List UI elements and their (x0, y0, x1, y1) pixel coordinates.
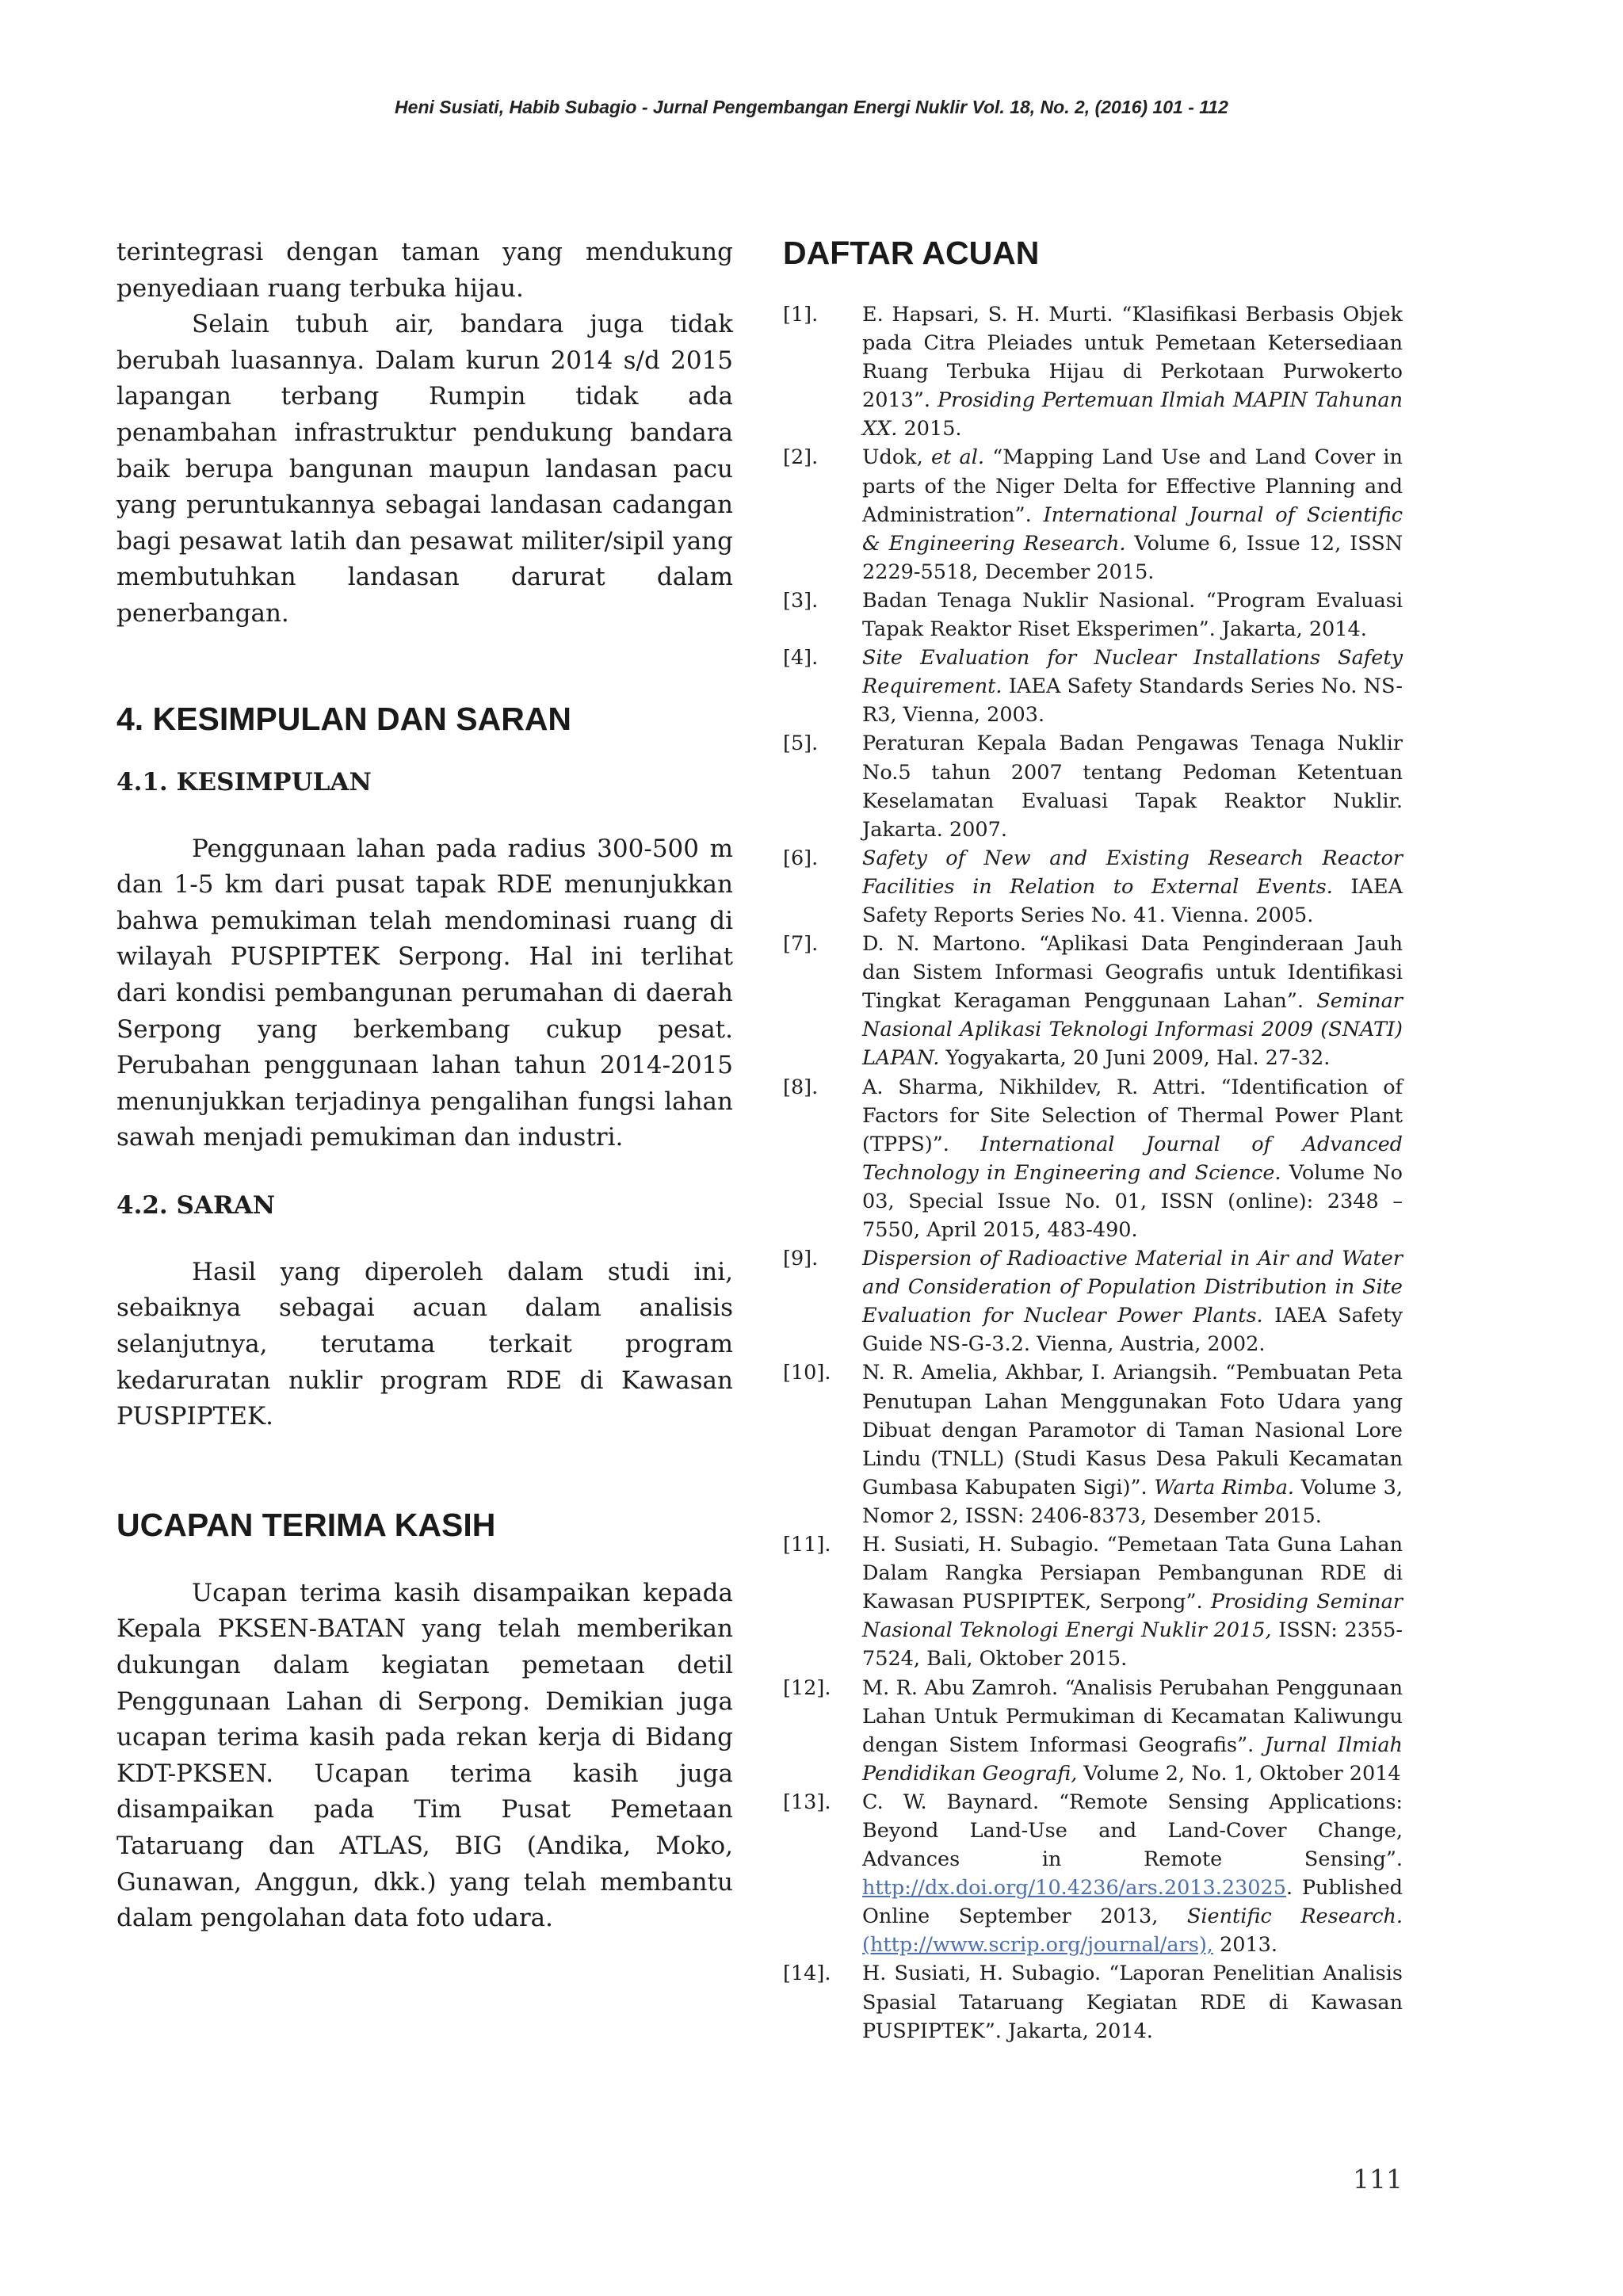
reference-item (783, 1530, 1403, 1673)
reference-list (783, 300, 1403, 2046)
subsection-heading-kesimpulan: 4.1. KESIMPULAN (116, 767, 372, 797)
section-heading-conclusion: 4. KESIMPULAN DAN SARAN (116, 700, 572, 737)
reference-number: [3]. (783, 588, 819, 613)
reference-item (783, 644, 1403, 729)
left-column (116, 235, 733, 1937)
section-heading-references: DAFTAR ACUAN (783, 235, 1040, 271)
reference-text: N. R. Amelia, Akhbar, I. Ariangsih. “Pembuatan Peta Penutupan Lahan Menggunakan Foto Udara yang Dibuat dengan Paramotor di Taman Nasional Lore Lindu (TNLL) (Studi Kasus Desa Pakuli Kecamatan Gumbasa Kabupaten Sigi)”. Warta Rimba. Volume 3, Nomor 2, ISSN: 2406-8373, Desember 2015. (862, 1361, 1403, 1528)
reference-text: Safety of New and Existing Research Reactor Facilities in Relation to External Events. IAEA Safety Reports Series No. 41. Vienna. 2005. (862, 846, 1403, 927)
reference-item (783, 1788, 1403, 1960)
reference-text: E. Hapsari, S. H. Murti. “Klasifikasi Berbasis Objek pada Citra Pleiades untuk Pemetaan Ketersediaan Ruang Terbuka Hijau di Perkotaan Purwokerto 2013”. Prosiding Pertemuan Ilmiah MAPIN Tahunan XX. 2015. (862, 303, 1403, 441)
paragraph-acknowledgement: Ucapan terima kasih disampaikan kepada Kepala PKSEN-BATAN yang telah memberikan dukungan dalam kegiatan pemetaan detil Penggunaan Lahan di Serpong. Demikian juga ucapan terima kasih pada rekan kerja di Bidang KDT-PKSEN. Ucapan terima kasih juga disampaikan pada Tim Pusat Pemetaan Tataruang dan ATLAS, BIG (Andika, Moko, Gunawan, Anggun, dkk.) yang telah membantu dalam pengolahan data foto udara. (116, 1578, 733, 1933)
running-header: Heni Susiati, Habib Subagio - Jurnal Pengembangan Energi Nuklir Vol. 18, No. 2, (2016) 101 - 112 (395, 97, 1228, 117)
reference-text: D. N. Martono. “Aplikasi Data Penginderaan Jauh dan Sistem Informasi Geografis untuk Identifikasi Tingkat Keragaman Penggunaan Lahan”. Seminar Nasional Aplikasi Teknologi Informasi 2009 (SNATI) LAPAN. Yogyakarta, 20 Juni 2009, Hal. 27-32. (862, 932, 1403, 1071)
paragraph-saran: Hasil yang diperoleh dalam studi ini, sebaiknya sebagai acuan dalam analisis selanjutnya, terutama terkait program kedaruratan nuklir program RDE di Kawasan PUSPIPTEK. (116, 1257, 733, 1431)
reference-number: [1]. (783, 303, 819, 327)
reference-text: A. Sharma, Nikhildev, R. Attri. “Identification of Factors for Site Selection of Thermal Power Plant (TPPS)”. International Journal of Advanced Technology in Engineering and Science. Volume No 03, Special Issue No. 01, ISSN (online): 2348 – 7550, April 2015, 483-490. (862, 1075, 1403, 1242)
right-column (783, 235, 1403, 2046)
reference-number: [14]. (783, 1962, 831, 1986)
reference-text: H. Susiati, H. Subagio. “Laporan Penelitian Analisis Spasial Tataruang Kegiatan RDE di Kawasan PUSPIPTEK”. Jakarta, 2014. (862, 1962, 1403, 2043)
reference-number: [7]. (783, 932, 819, 957)
journal-link[interactable]: (http://www.scrip.org/journal/ars), (862, 1933, 1213, 1958)
reference-text: M. R. Abu Zamroh. “Analisis Perubahan Penggunaan Lahan Untuk Permukiman di Kecamatan Kaliwungu dengan Sistem Informasi Geografis”. Jurnal Ilmiah Pendidikan Geografi, Volume 2, No. 1, Oktober 2014 (862, 1675, 1403, 1786)
reference-number: [13]. (783, 1790, 831, 1814)
reference-text: H. Susiati, H. Subagio. “Pemetaan Tata Guna Lahan Dalam Rangka Persiapan Pembangunan RDE di Kawasan PUSPIPTEK, Serpong”. Prosiding Seminar Nasional Teknologi Energi Nuklir 2015, ISSN: 2355-7524, Bali, Oktober 2015. (862, 1533, 1403, 1671)
reference-number: [6]. (783, 846, 819, 870)
reference-text: Site Evaluation for Nuclear Installations Safety Requirement. IAEA Safety Standards Series No. NS-R3, Vienna, 2003. (862, 646, 1403, 728)
reference-item (783, 930, 1403, 1072)
reference-number: [5]. (783, 732, 819, 756)
page-number: 111 (1353, 2164, 1403, 2195)
paragraph-kesimpulan: Penggunaan lahan pada radius 300-500 m dan 1-5 km dari pusat tapak RDE menunjukkan bahwa pemukiman telah mendominasi ruang di wilayah PUSPIPTEK Serpong. Hal ini terlihat dari kondisi pembangunan perumahan di daerah Serpong yang berkembang cukup pesat. Perubahan penggunaan lahan tahun 2014-2015 menunjukkan terjadinya pengalihan fungsi lahan sawah menjadi pemukiman dan industri. (116, 834, 733, 1152)
reference-text: Udok, et al. “Mapping Land Use and Land Cover in parts of the Niger Delta for Effective Planning and Administration”. International Journal of Scientific & Engineering Research. Volume 6, Issue 12, ISSN 2229-5518, December 2015. (862, 445, 1403, 584)
reference-text: C. W. Baynard. “Remote Sensing Applications: Beyond Land-Use and Land-Cover Change, Advances in Remote Sensing”. http://dx.doi.org/10.4236/ars.2013.23025. Published Online September 2013, Sientific Research. (http://www.scrip.org/journal/ars), 2013. (862, 1790, 1403, 1958)
reference-number: [11]. (783, 1533, 831, 1557)
reference-item (783, 1073, 1403, 1245)
reference-item (783, 443, 1403, 586)
reference-text: Dispersion of Radioactive Material in Air and Water and Consideration of Population Distribution in Site Evaluation for Nuclear Power Plants. IAEA Safety Guide NS-G-3.2. Vienna, Austria, 2002. (862, 1247, 1403, 1357)
reference-item (783, 1244, 1403, 1358)
reference-item (783, 1674, 1403, 1788)
reference-number: [8]. (783, 1075, 819, 1099)
reference-number: [9]. (783, 1247, 819, 1271)
reference-item (783, 300, 1403, 443)
reference-number: [10]. (783, 1361, 831, 1385)
reference-number: [2]. (783, 445, 819, 470)
reference-text: Badan Tenaga Nuklir Nasional. “Program Evaluasi Tapak Reaktor Riset Eksperimen”. Jakarta, 2014. (862, 588, 1403, 642)
paragraph-bandara: Selain tubuh air, bandara juga tidak berubah luasannya. Dalam kurun 2014 s/d 2015 lapangan terbang Rumpin tidak ada penambahan infrastruktur pendukung bandara baik berupa bangunan maupun landasan pacu yang peruntukannya sebagai landasan cadangan bagi pesawat latih dan pesawat militer/sipil yang membutuhkan landasan darurat dalam penerbangan. (116, 310, 733, 628)
paragraph-tail: terintegrasi dengan taman yang mendukung penyediaan ruang terbuka hijau. (116, 238, 733, 303)
reference-item (783, 1959, 1403, 2045)
reference-item (783, 729, 1403, 843)
doi-link[interactable]: http://dx.doi.org/10.4236/ars.2013.23025 (862, 1876, 1286, 1901)
reference-item (783, 1358, 1403, 1530)
subsection-heading-saran: 4.2. SARAN (116, 1190, 276, 1220)
reference-number: [12]. (783, 1675, 831, 1700)
reference-text: Peraturan Kepala Badan Pengawas Tenaga Nuklir No.5 tahun 2007 tentang Pedoman Ketentuan Keselamatan Evaluasi Tapak Reaktor Nuklir. Jakarta. 2007. (862, 732, 1403, 842)
section-heading-acknowledgement: UCAPAN TERIMA KASIH (116, 1506, 496, 1543)
reference-item (783, 844, 1403, 930)
reference-number: [4]. (783, 646, 819, 670)
reference-item (783, 586, 1403, 644)
